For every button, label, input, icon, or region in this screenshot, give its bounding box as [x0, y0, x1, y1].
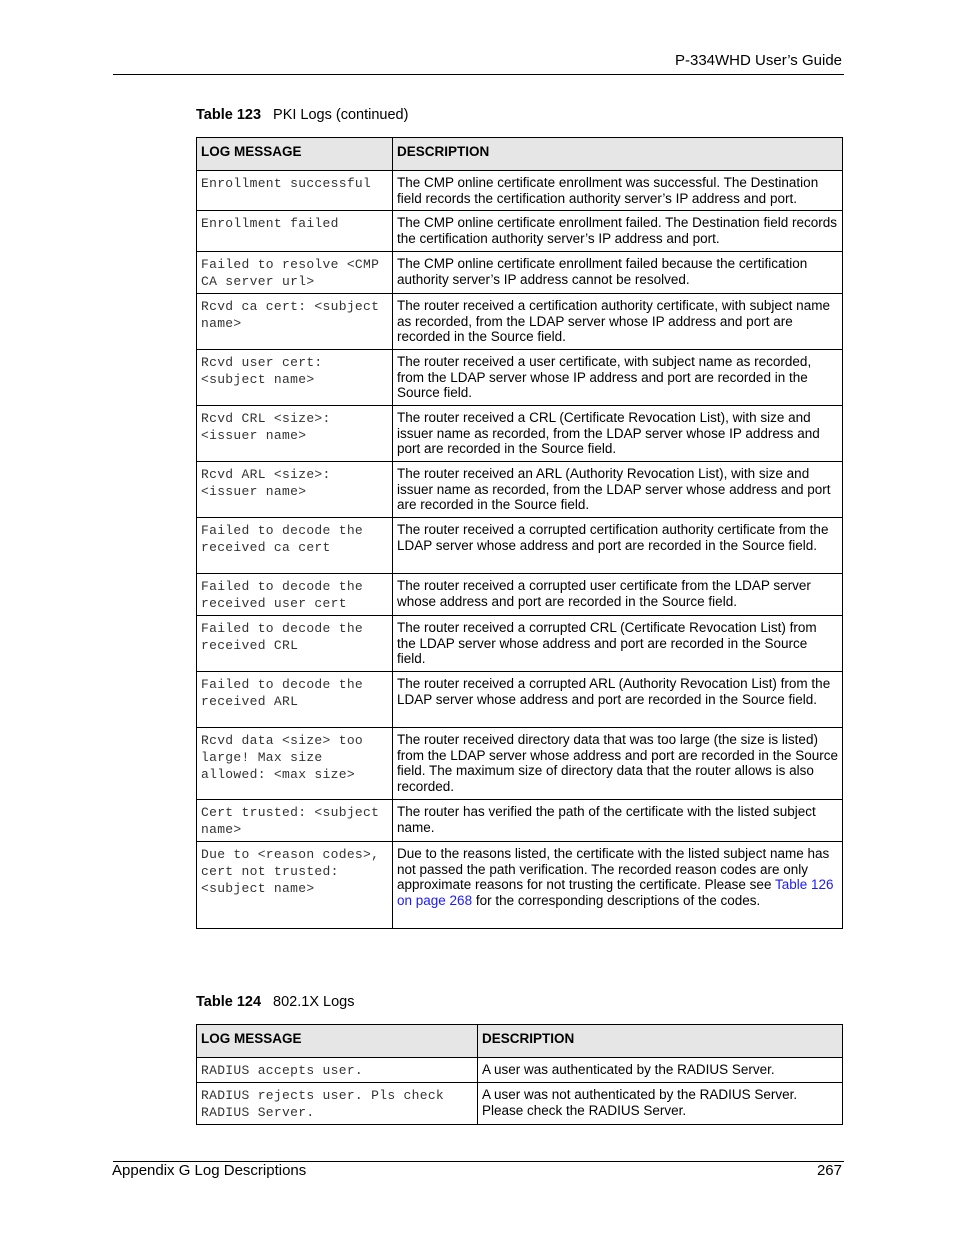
column-header-description: DESCRIPTION: [393, 138, 843, 171]
description-cell: The router received a certification authority certificate, with subject name as recorded, from the LDAP server whose IP address and port are recorded in the Source field.: [393, 294, 843, 350]
header-divider: [113, 74, 844, 75]
table-123-caption-number: Table 123: [196, 107, 262, 123]
table-row: [197, 1058, 843, 1083]
description-cell: The router received a user certificate, with subject name as recorded, from the LDAP server whose IP address and port are recorded in the Source field.: [393, 350, 843, 406]
column-header-log-message: LOG MESSAGE: [197, 138, 393, 171]
table-126-cross-reference-link[interactable]: Table 126 on page 268: [397, 877, 834, 908]
description-cell: [393, 842, 843, 929]
table-row: [197, 171, 843, 211]
table-row: [197, 252, 843, 294]
log-message-cell: Failed to decode the received ca cert: [197, 518, 393, 574]
column-header-log-message: LOG MESSAGE: [197, 1025, 478, 1058]
pki-logs-table: [196, 137, 843, 929]
log-message-cell: Rcvd ARL <size>: <issuer name>: [197, 462, 393, 518]
table-row: [197, 294, 843, 350]
log-message-cell: Cert trusted: <subject name>: [197, 800, 393, 842]
table-row: [197, 672, 843, 728]
table-row: [197, 462, 843, 518]
table-row: [197, 406, 843, 462]
log-message-cell: Rcvd ca cert: <subject name>: [197, 294, 393, 350]
table-row: [197, 1083, 843, 1125]
log-message-cell: Rcvd data <size> too large! Max size allowed: <max size>: [197, 728, 393, 800]
description-cell: The CMP online certificate enrollment failed. The Destination field records the certification authority server’s IP address and port.: [393, 211, 843, 252]
table-row: [197, 842, 843, 929]
table-row: [197, 800, 843, 842]
log-message-cell: Failed to decode the received user cert: [197, 574, 393, 616]
log-message-cell: Rcvd user cert: <subject name>: [197, 350, 393, 406]
table-123-caption: [196, 107, 408, 123]
description-cell: A user was not authenticated by the RADIUS Server. Please check the RADIUS Server.: [478, 1083, 843, 1125]
description-cell: The router received a corrupted certification authority certificate from the LDAP server whose address and port are recorded in the Source field.: [393, 518, 843, 574]
description-cell: The CMP online certificate enrollment failed because the certification authority server’s IP address cannot be resolved.: [393, 252, 843, 294]
log-message-cell: Failed to decode the received CRL: [197, 616, 393, 672]
log-message-cell: Failed to resolve <CMP CA server url>: [197, 252, 393, 294]
description-cell: The router received a corrupted user certificate from the LDAP server whose address and port are recorded in the Source field.: [393, 574, 843, 616]
8021x-logs-table: [196, 1024, 843, 1125]
log-message-cell: Enrollment failed: [197, 211, 393, 252]
log-message-cell: Failed to decode the received ARL: [197, 672, 393, 728]
footer-section-title: Appendix G Log Descriptions: [112, 1162, 307, 1179]
description-cell: The router received a corrupted CRL (Certificate Revocation List) from the LDAP server whose address and port are recorded in the Source field.: [393, 616, 843, 672]
log-message-cell: RADIUS accepts user.: [197, 1058, 478, 1083]
table-row: [197, 211, 843, 252]
description-cell: The CMP online certificate enrollment was successful. The Destination field records the certification authority server’s IP address and port.: [393, 171, 843, 211]
log-message-cell: Rcvd CRL <size>: <issuer name>: [197, 406, 393, 462]
page-header-title: P-334WHD User’s Guide: [675, 52, 842, 69]
table-124-caption-number: Table 124: [196, 994, 262, 1010]
description-cell: The router received an ARL (Authority Revocation List), with size and issuer name as recorded, from the LDAP server whose address and port are recorded in the Source field.: [393, 462, 843, 518]
table-row: [197, 616, 843, 672]
table-row: [197, 350, 843, 406]
description-cell: The router received directory data that was too large (the size is listed) from the LDAP server whose address and port are recorded in the Source field. The maximum size of directory data that the router allows is also recorded.: [393, 728, 843, 800]
page-number: 267: [816, 1162, 842, 1179]
table-124-caption: [196, 994, 354, 1010]
description-text: Due to the reasons listed, the certificate with the listed subject name has not passed the path verification. The recorded reason codes are only approximate reasons for not trusting the certificate. Please see: [397, 846, 830, 892]
log-message-cell: Enrollment successful: [197, 171, 393, 211]
description-cell: The router received a corrupted ARL (Authority Revocation List) from the LDAP server whose address and port are recorded in the Source field.: [393, 672, 843, 728]
table-124-caption-text: 802.1X Logs: [273, 994, 355, 1010]
description-text: for the corresponding descriptions of the codes.: [472, 892, 761, 908]
description-cell: The router has verified the path of the certificate with the listed subject name.: [393, 800, 843, 842]
table-row: [197, 574, 843, 616]
column-header-description: DESCRIPTION: [478, 1025, 843, 1058]
table-row: [197, 728, 843, 800]
log-message-cell: Due to <reason codes>, cert not trusted: <subject name>: [197, 842, 393, 929]
table-header-row: [197, 1025, 843, 1058]
description-cell: The router received a CRL (Certificate Revocation List), with size and issuer name as recorded, from the LDAP server whose IP address and port are recorded in the Source field.: [393, 406, 843, 462]
description-cell: A user was authenticated by the RADIUS Server.: [478, 1058, 843, 1083]
table-123-caption-text: PKI Logs (continued): [273, 107, 409, 123]
table-header-row: [197, 138, 843, 171]
table-row: [197, 518, 843, 574]
log-message-cell: RADIUS rejects user. Pls check RADIUS Server.: [197, 1083, 478, 1125]
